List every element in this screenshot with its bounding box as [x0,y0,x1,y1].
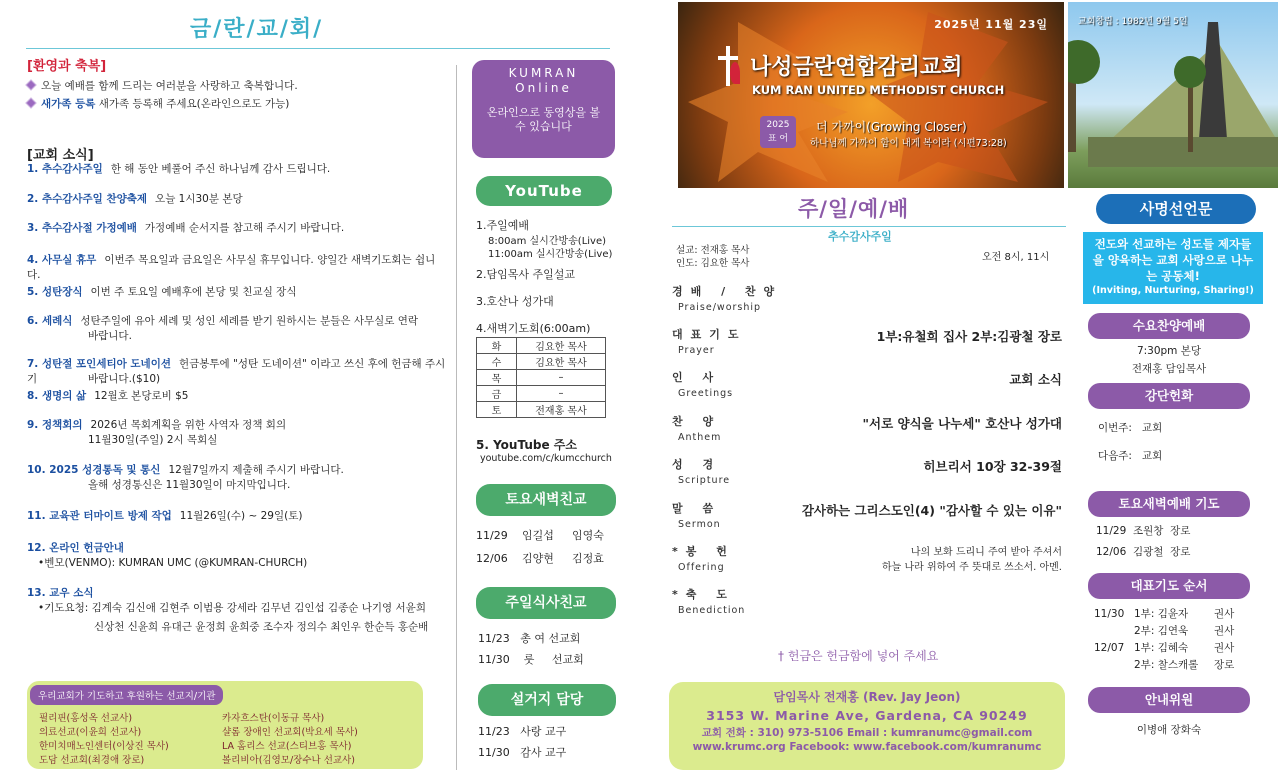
worship-item-value: 나의 보화 드리니 주여 받아 주셔서 [910,547,1062,558]
service-time: 오전 8시, 11시 [982,252,1050,263]
column-divider [456,65,457,770]
worship-item-label: *축 도 [672,588,735,601]
youtube-label: YouTube [476,176,612,206]
dawn-day: 금 [477,386,517,402]
prayer-order-row: 11/30 1부: 김윤자 권사 [1094,608,1235,620]
church-web[interactable]: www.krumc.org Facebook: www.facebook.com/kumranumc [692,741,1042,753]
mission-item: LA 홈리스 선교(스티브홍 목사) [222,741,352,752]
news-item [27,192,447,207]
news-item-desc: 한 해 동안 베풀어 주신 하나님께 감사 드립니다. [110,163,331,175]
prayer-order-row: 2부: 찰스캐롤 장로 [1134,659,1235,671]
news-item-title: 12. 온라인 헌금안내 [27,542,124,554]
mission-item: 의료선교(이윤희 선교사) [39,727,142,738]
motto-verse: 하나님께 가까이 함이 내게 복이라 (시편73:28) [810,138,1007,149]
altar-title: 강단헌화 [1088,383,1250,409]
cross-flame-icon [716,46,742,86]
sat-fellowship-row: 12/06 김양현 김정효 [476,552,604,565]
online-box [472,60,615,158]
service-date: 2025년 11월 23일 [934,18,1048,31]
dish-title: 설거지 담당 [478,684,616,716]
worship-divider [672,226,1066,227]
worship-subtitle: 추수감사주일 [828,230,892,243]
worship-item-value: "서로 양식을 나누세" 호산나 성가대 [862,416,1062,431]
meal-row-2: 11/30 룻 선교회 [478,653,584,666]
dawn-leader: – [517,370,606,386]
news-item-desc: 12월7일까지 제출해 주시기 바랍니다. [168,464,344,476]
worship-item-en: Sermon [678,519,721,530]
news-heading: [교회 소식] [27,148,94,163]
yt-item-dawn: 4.새벽기도회(6:00am) [476,322,591,335]
mission-item: 한미치매노인센터(이상진 목사) [39,741,169,752]
news-item-title: 13. 교우 소식 [27,587,94,599]
online-text: 온라인으로 동영상을 볼 수 있습니다 [486,106,601,133]
sat-fellowship-title: 토요새벽친교 [476,484,616,516]
worship-item-value: 감사하는 그리스도인(4) "감사할 수 있는 이유" [801,503,1062,518]
dawn-day: 토 [477,402,517,418]
worship-item-label: 경배 / 찬양 [672,285,783,298]
news-item [27,314,447,329]
yt-item-choir: 3.호산나 성가대 [476,295,554,308]
news-item-desc: 가정예배 순서지를 참고해 주시기 바랍니다. [144,222,345,234]
mission-item: 필리핀(홍성옥 선교사) [39,713,133,724]
sat-fellowship-row: 11/29 임길섭 임영숙 [476,529,604,542]
motto-year-tag: 2025 표 어 [760,116,796,148]
news-item-title: 2. 추수감사주일 찬양축제 [27,193,148,205]
news-item-title: 6. 세례식 [27,315,73,327]
news-item [27,541,447,556]
news-item-desc-2: 바랍니다. [88,330,132,342]
diamond-icon [25,97,36,108]
dawn-day: 화 [477,338,517,354]
dawn-day: 목 [477,370,517,386]
news-item-desc-2: •벤모(VENMO): KUMRAN UMC (@KUMRAN-CHURCH) [38,557,308,569]
church-photo [1068,2,1278,188]
wed-leader: 전재홍 담임목사 [1131,363,1207,375]
worship-item-label: 말 씀 [672,502,722,515]
dawn-table-row [477,354,606,370]
leader: 인도: 김요한 목사 [676,258,750,269]
dish-row-2: 11/30 감사 교구 [478,746,567,759]
news-item-desc-2: 올해 성경통신은 11월30일이 마지막입니다. [88,479,291,491]
dawn-day: 수 [477,354,517,370]
news-item-title: 8. 생명의 삶 [27,390,87,402]
dawn-leader: 전재홍 목사 [517,402,606,418]
news-item [27,586,447,601]
news-item-desc: 성탄주일에 유아 세례 및 성인 세례를 받기 원하시는 분들은 사무실로 연락 [80,315,419,327]
dish-row-1: 11/23 사랑 교구 [478,725,567,738]
meal-fellowship-title: 주일식사친교 [476,587,616,619]
worship-item-label: 인 사 [672,371,722,384]
header-banner [678,2,1064,188]
mission-item: 도담 선교회(최경애 장로) [39,755,145,766]
news-item-desc: 헌금봉투에 "성탄 도네이션" 이라고 쓰신 후에 헌금해 주시기 [27,358,446,385]
mission-item: 볼리비아(김영모/장수나 선교사) [222,755,355,766]
worship-item-value: 1부:유철희 집사 2부:김광철 장로 [876,329,1062,344]
preacher: 설교: 전재홍 목사 [676,245,750,256]
yt-item-8am: 8:00am 실시간방송(Live) [488,236,607,247]
dawn-leader: 김요한 목사 [517,338,606,354]
altar-row-1: 이번주: 교회 [1098,422,1163,434]
wed-worship-title: 수요찬양예배 [1088,313,1250,339]
welcome-line-1: 오늘 예배를 함께 드리는 여러분을 사랑하고 축복합니다. [27,78,298,93]
founded-date: 교회창립 : 1982년 9월 5일 [1078,17,1188,27]
page-title: 금/란/교/회/ [190,17,324,42]
worship-item-value: 교회 소식 [1009,372,1062,387]
yt-item-sermon: 2.담임목사 주일설교 [476,268,575,281]
news-item-title: 11. 교육관 터마이트 방제 작업 [27,510,172,522]
news-item [27,418,447,433]
news-item-title: 1. 추수감사주일 [27,163,103,175]
worship-item-label: *봉 헌 [672,545,735,558]
usher-names: 이병애 장화숙 [1136,724,1202,736]
church-contact[interactable]: 교회 전화 : 310) 973-5106 Email : kumranumc@gmail.com [701,727,1033,739]
news-item-desc: 이번 주 토요일 예배후에 본당 및 친교실 장식 [90,286,297,298]
dawn-table-row [477,386,606,402]
worship-item-en: Prayer [678,345,715,356]
news-item-desc-3: 신상천 신윤희 유대근 윤정희 윤희중 조수자 정의수 최인우 한순득 홍순배 [94,621,429,633]
news-item-title: 9. 정책회의 [27,419,83,431]
pastor-name: 담임목사 전재홍 (Rev. Jay Jeon) [773,690,961,704]
wed-time: 7:30pm 본당 [1136,345,1202,357]
church-address: 3153 W. Marine Ave, Gardena, CA 90249 [706,708,1028,723]
motto: 더 가까이(Growing Closer) [816,120,967,134]
dawn-leader: 김요한 목사 [517,354,606,370]
prayer-order-title: 대표기도 순서 [1088,573,1250,599]
yt-address-label: 5. YouTube 주소 [476,438,577,452]
usher-title: 안내위원 [1088,687,1250,713]
news-item-title: 7. 성탄절 포인세티아 도네이션 [27,358,171,370]
worship-item-en: Scripture [678,475,731,486]
sat-dawn-prayer-title: 토요새벽예배 기도 [1088,491,1250,517]
mission-statement-title: 사명선언문 [1096,194,1256,224]
news-item [27,463,447,478]
mission-item: 샬롬 장애인 선교회(박요세 목사) [222,727,358,738]
meal-row-1: 11/23 총 여 선교회 [478,632,581,645]
worship-item-label: 찬 양 [672,415,722,428]
online-title: KUMRAN Online [508,66,579,95]
prayer-order-row: 2부: 김연욱 권사 [1134,625,1235,637]
worship-item-label: 대표기도 [672,328,747,341]
mission-heading: 우리교회가 기도하고 후원하는 선교지/기관 [30,685,223,705]
yt-address[interactable]: youtube.com/c/kumcchurch [480,453,612,464]
dawn-prayer-table [476,337,606,418]
news-item [27,509,447,524]
news-item-desc-2: •기도요청: 김계숙 김신애 김현주 이범용 강세라 김무년 김인섭 김종순 나기영 서윤희 [38,602,426,614]
news-item-title: 4. 사무실 휴무 [27,254,97,266]
altar-row-2: 다음주: 교회 [1098,450,1163,462]
news-item [27,162,447,177]
mission-statement-box [1083,232,1263,304]
news-item-desc: 2026년 목회계획을 위한 사역자 정책 회의 [90,419,287,431]
news-item-desc-2: 11월30일(주일) 2시 목회실 [88,434,218,446]
worship-item-en: Praise/worship [678,302,762,313]
diamond-icon [25,79,36,90]
news-item [27,285,447,300]
offering-note: † 헌금은 헌금함에 넣어 주세요 [778,649,939,663]
worship-item-en: Offering [678,562,725,573]
sat-dawn-row-2: 12/06 김광철 장로 [1096,546,1191,558]
news-item [27,253,447,283]
news-item [27,221,447,236]
worship-item-en: Benediction [678,605,746,616]
worship-item-value: 히브리서 10장 32-39절 [923,459,1062,474]
worship-item-en: Greetings [678,388,734,399]
welcome-heading: [환영과 축복] [27,59,107,74]
welcome-line-2: 새가족 등록 새가족 등록해 주세요(온라인으로도 가능) [27,96,289,111]
worship-item-en: Anthem [678,432,722,443]
church-name-kr: 나성금란연합감리교회 [750,55,963,80]
news-item-desc-2: 바랍니다.($10) [88,373,161,385]
worship-item-label: 성 경 [672,458,722,471]
news-item-desc: 11월26일(수) ~ 29일(토) [179,510,303,522]
mission-item: 카자흐스탄(이동규 목사) [222,713,325,724]
mission-statement-en: (Inviting, Nurturing, Sharing!) [1092,285,1254,296]
prayer-order-row: 12/07 1부: 김혜숙 권사 [1094,642,1235,654]
mission-statement-text: 전도와 선교하는 성도들 제자들을 양육하는 교회 사랑으로 나누는 공동체! [1092,237,1254,283]
news-item-title: 10. 2025 성경통독 및 통신 [27,464,161,476]
news-item-desc: 오늘 1시30분 본당 [155,193,243,205]
news-item-desc: 12월호 본당로비 $5 [94,390,189,402]
dawn-leader: – [517,386,606,402]
dawn-table-row [477,370,606,386]
dawn-table-row [477,402,606,418]
news-item-title: 5. 성탄장식 [27,286,83,298]
title-divider [26,48,610,49]
news-item [27,389,447,404]
news-item-desc: 이번주 목요일과 금요일은 사무실 휴무입니다. 양일간 새벽기도회는 쉽니다. [27,254,436,281]
church-name-en: KUM RAN UNITED METHODIST CHURCH [752,83,1005,97]
dawn-table-row [477,338,606,354]
yt-item-sunday: 1.주일예배 [476,219,529,232]
sat-dawn-row-1: 11/29 조원창 장로 [1096,525,1191,537]
news-item-title: 3. 추수감사절 가정예배 [27,222,137,234]
worship-title: 주/일/예/배 [798,197,910,221]
yt-item-11am: 11:00am 실시간방송(Live) [488,249,613,260]
worship-item-value-2: 하늘 나라 위하여 주 뜻대로 쓰소서. 아멘. [882,562,1062,573]
